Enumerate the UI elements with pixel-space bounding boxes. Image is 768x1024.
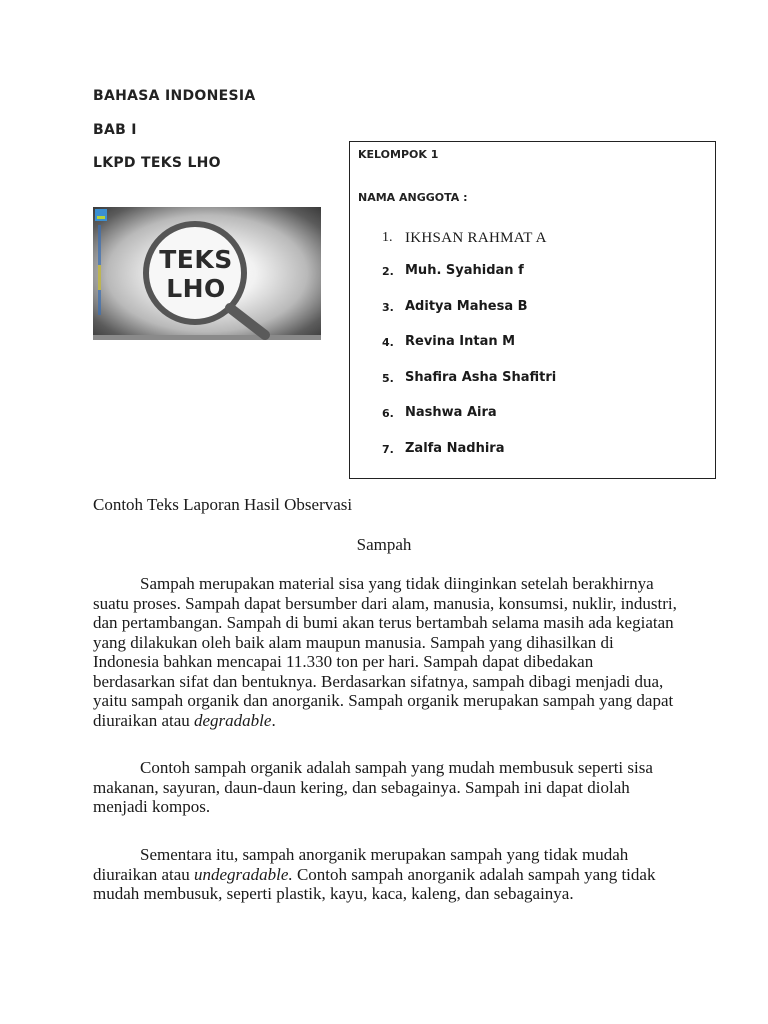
paragraph-2: Contoh sampah organik adalah sampah yang mudah membusuk seperti sisa makanan, sayuran, daun-daun kering, dan sebagainya. Sampah ini dapat diolah menjadi kompos. — [93, 758, 653, 816]
group-label: KELOMPOK 1 — [358, 148, 439, 161]
chapter-heading: BAB I — [93, 122, 137, 138]
example-title: Contoh Teks Laporan Hasil Observasi — [93, 495, 353, 514]
subject-heading: BAHASA INDONESIA — [93, 88, 256, 104]
worksheet-heading: LKPD TEKS LHO — [93, 155, 221, 171]
essay-title: Sampah — [356, 535, 412, 554]
paragraph-1: Sampah merupakan material sisa yang tidak diinginkan setelah berakhirnya suatu proses. Sampah dapat bersumber dari alam, manusia, konsumsi, nuklir, industri, dan pertambangan. Sampah di bumi akan terus bertambah selama masih ada kegiatan yang dilakukan oleh baik alam maupun manusia. Sampah yang dihasilkan di Indonesia bahkan mencapai 11.330 ton per hari. Sampah dapat dibedakan berdasarkan sifat dan bentuknya. Berdasarkan sifatnya, sampah dibagi menjadi dua, yaitu sampah organik dan anorganik. Sampah organik merupakan sampah yang dapat diuraikan atau degradable. — [93, 574, 677, 730]
members-label: NAMA ANGGOTA : — [358, 191, 468, 204]
paragraph-3: Sementara itu, sampah anorganik merupakan sampah yang tidak mudah diuraikan atau undegradable. Contoh sampah anorganik adalah sampah yang tidak mudah membusuk, seperti plastik, kayu, kaca, kaleng, dan sebagainya. — [93, 845, 656, 903]
cover-side-logo — [96, 225, 104, 315]
cover-title: TEKS LHO — [159, 245, 233, 303]
